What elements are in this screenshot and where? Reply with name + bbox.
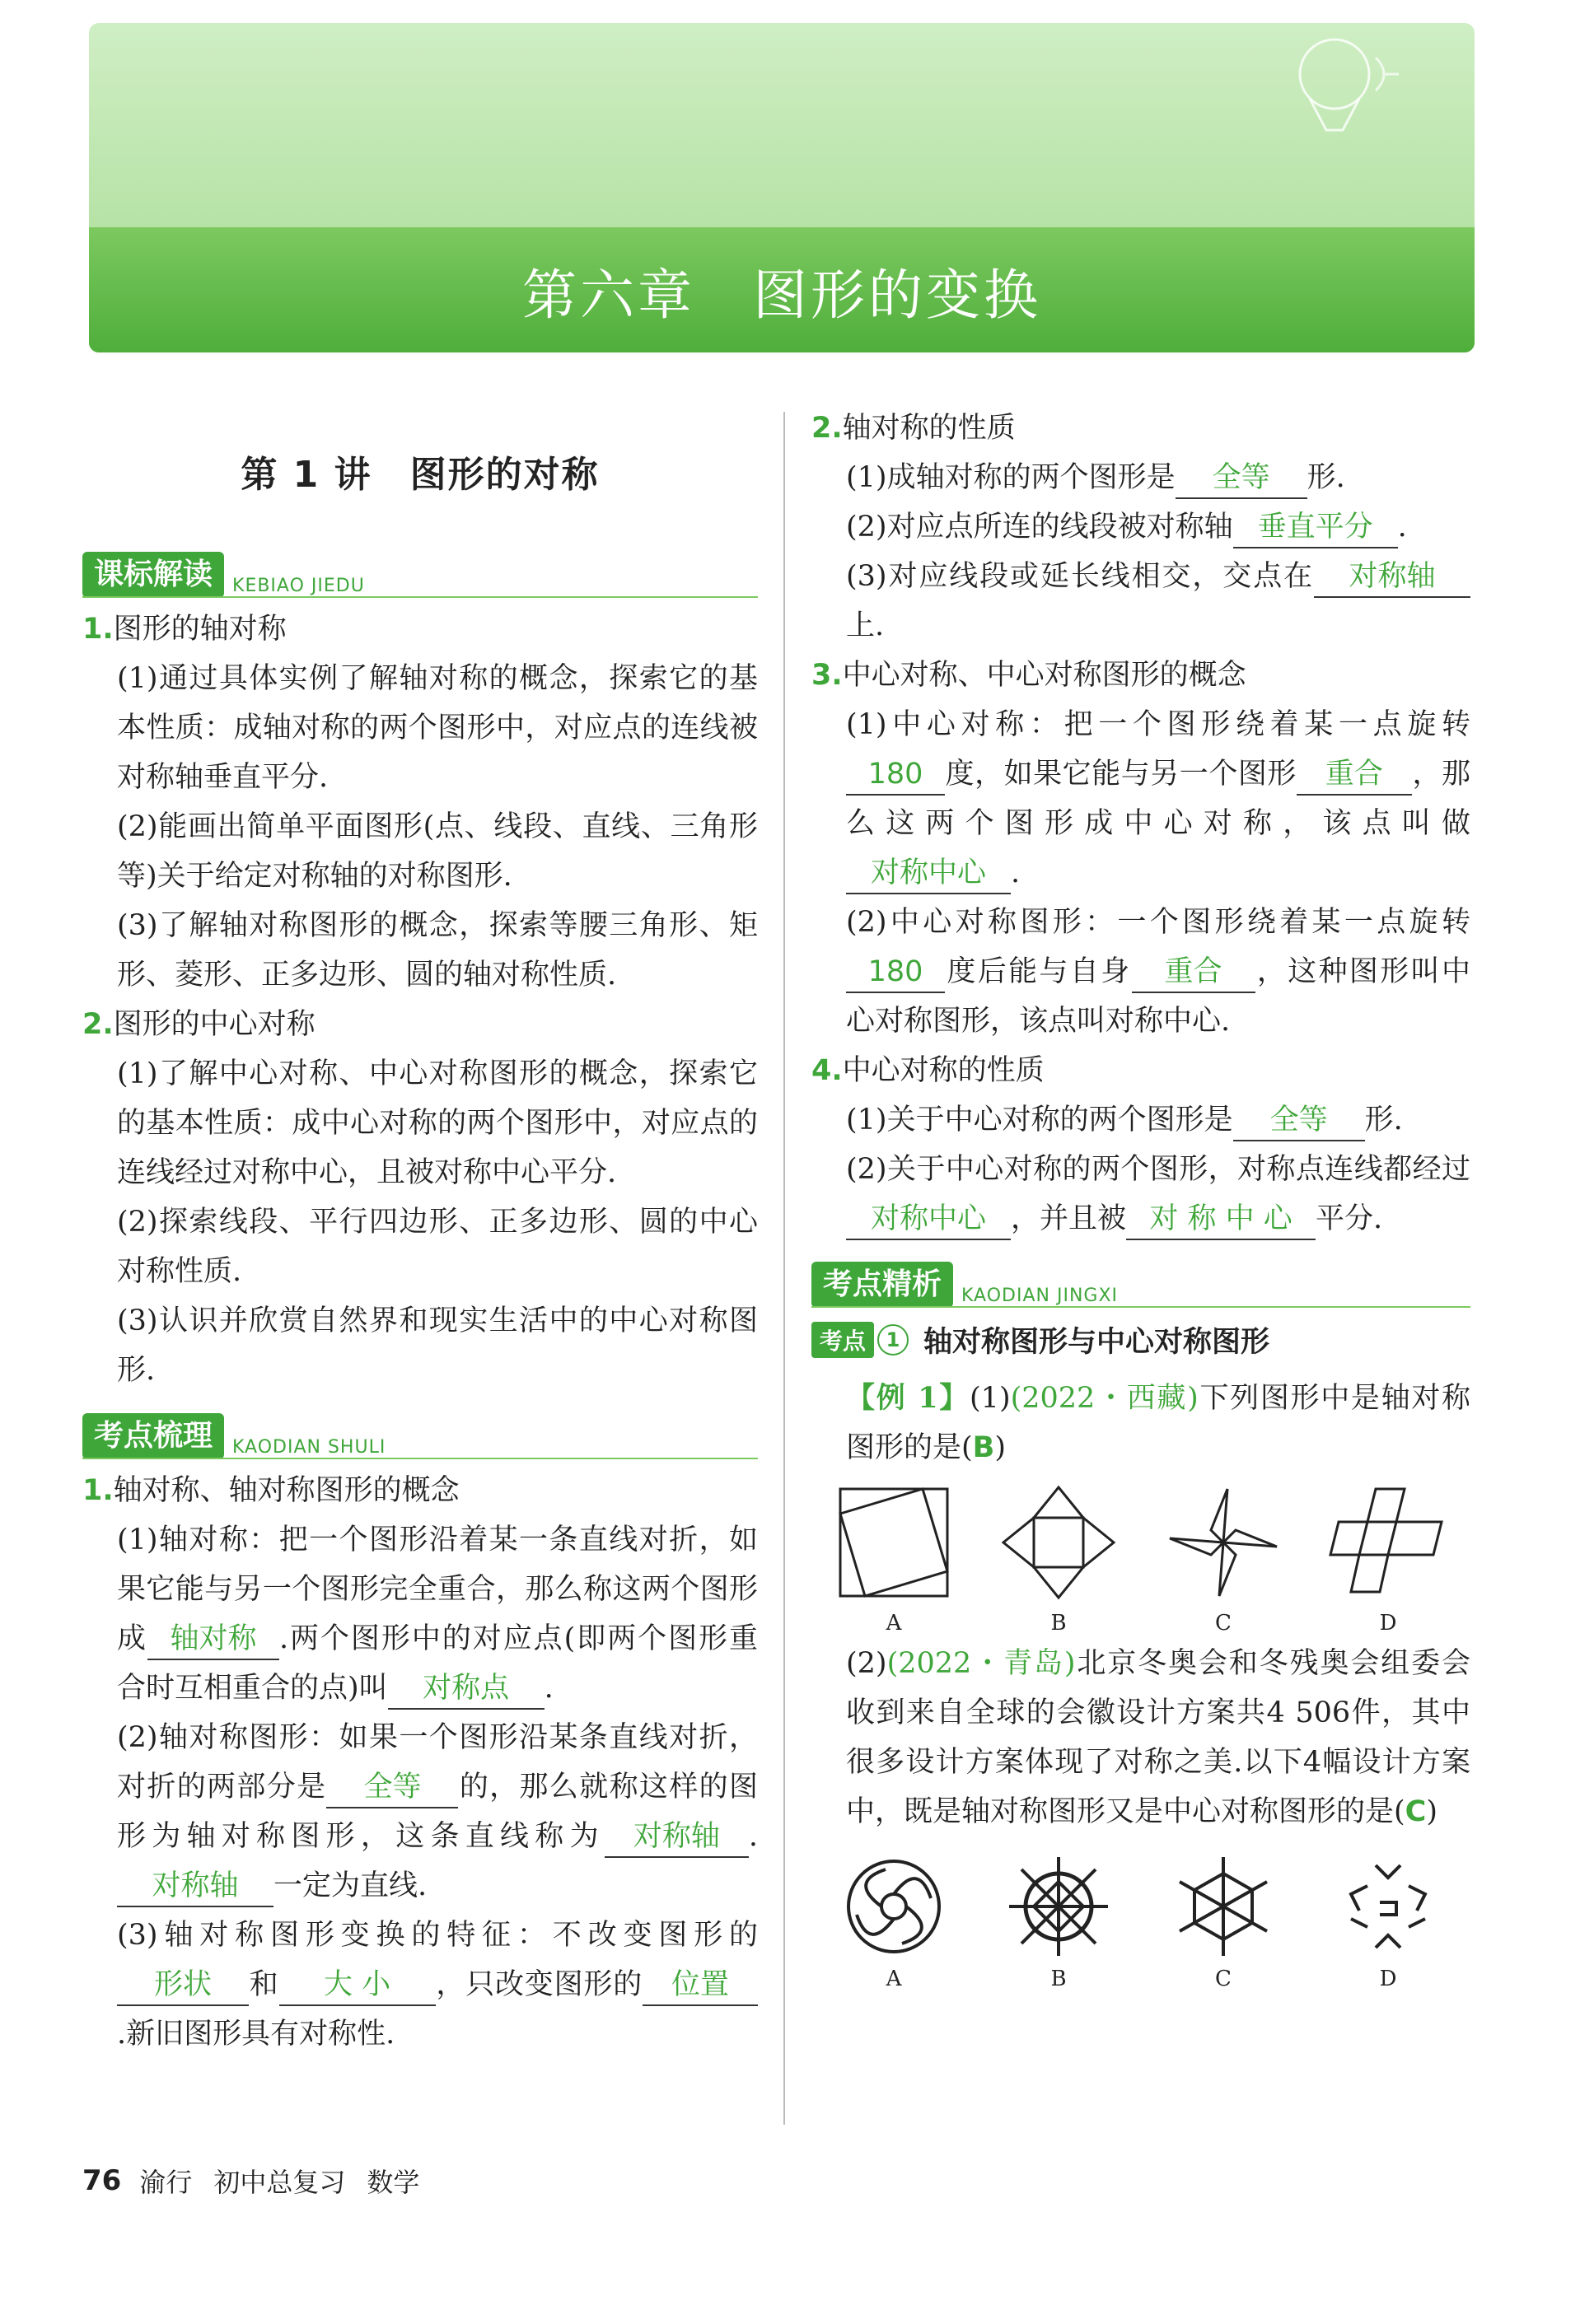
scattered-strokes-emblem-figure <box>1335 1853 1442 1960</box>
answer-choice: C <box>1405 1795 1427 1828</box>
section-pinyin: KEBIAO JIEDU <box>232 576 365 596</box>
footer-subject: 数学 <box>367 2167 420 2198</box>
item-heading: 1.图形的轴对称 <box>82 613 287 646</box>
item-heading: 3.中心对称、中心对称图形的概念 <box>811 659 1246 692</box>
item-heading: 4.中心对称的性质 <box>811 1054 1045 1087</box>
section-tag: 考点精析 <box>811 1262 953 1308</box>
kaodian-heading <box>811 1319 1470 1360</box>
answer-blank: 垂直平分 <box>1233 507 1398 548</box>
section-tag: 课标解读 <box>82 552 224 598</box>
cube-net-figure <box>1326 1481 1450 1604</box>
hexagon-flake-emblem-figure <box>1170 1853 1277 1960</box>
emblem-option: B <box>1005 1853 1112 1991</box>
paragraph: (2)能画出简单平面图形(点、线段、直线、三角形等)关于给定对称轴的对称图形. <box>117 810 758 893</box>
left-column <box>82 404 758 2059</box>
paragraph: (3)轴对称图形变换的特征：不改变图形的形状 和 大 小 ，只改变图形的 位置.新旧图形具有对称性. <box>117 1919 758 2051</box>
answer-blank: 对称轴 <box>1314 557 1470 598</box>
star-net-figure <box>997 1481 1120 1604</box>
kaodian-tag: 考点 <box>811 1322 874 1358</box>
square-in-square-figure <box>832 1481 956 1604</box>
page-number: 76 <box>82 2164 122 2197</box>
paragraph: (2)中心对称图形：一个图形绕着某一点旋转180 度后能与自身 重合 ，这种图形叫中心对称图形，该点叫对称中心. <box>846 906 1470 1038</box>
paragraph: (1)轴对称：把一个图形沿着某一条直线对折，如果它能与另一个图形完全重合，那么称这两个图形成 轴对称 .两个图形中的对应点(即两个图形重合时互相重合的点)叫 对称点 . <box>82 1515 758 1713</box>
pinwheel-figure <box>1162 1481 1285 1604</box>
paragraph: (1)成轴对称的两个图形是 全等 形. <box>811 453 1470 502</box>
paragraph: (3)了解轴对称图形的概念，探索等腰三角形、矩形、菱形、正多边形、圆的轴对称性质. <box>117 909 758 992</box>
emblem-option: A <box>840 1853 947 1991</box>
answer-blank: 全等 <box>326 1767 458 1808</box>
figure-row-2 <box>811 1853 1470 1991</box>
paragraph: (2)关于中心对称的两个图形，对称点连线都经过对称中心 ，并且被 对 称 中 心 平分. <box>811 1145 1470 1244</box>
paragraph: (3)认识并欣赏自然界和现实生活中的中心对称图形. <box>117 1304 758 1387</box>
answer-blank: 重合 <box>1297 754 1412 796</box>
section-tag: 考点梳理 <box>82 1413 224 1459</box>
dream-balloon-icon <box>1285 33 1409 140</box>
paragraph: (2)探索线段、平行四边形、正多边形、圆的中心对称性质. <box>117 1206 758 1288</box>
figure-option: A <box>832 1481 956 1636</box>
figure-row-1 <box>811 1481 1470 1636</box>
paragraph: (1)通过具体实例了解轴对称的概念，探索它的基本性质：成轴对称的两个图形中，对应点的连线被对称轴垂直平分. <box>117 662 758 794</box>
answer-blank: 对称中心 <box>846 1199 1011 1240</box>
footer-book: 初中总复习 <box>213 2167 346 2198</box>
figure-option: C <box>1162 1481 1285 1636</box>
item-heading: 2.轴对称的性质 <box>811 412 1016 445</box>
answer-blank: 对称轴 <box>605 1817 749 1858</box>
chapter-banner <box>89 23 1475 352</box>
example-question-2: (2)(2022・青岛)北京冬奥会和冬残奥会组委会收到来自全球的会徽设计方案共4 506件，其中很多设计方案体现了对称之美.以下4幅设计方案中，既是轴对称图形又是中心对称图形的是(C) <box>846 1647 1470 1828</box>
answer-blank: 形状 <box>117 1965 249 2006</box>
answer-blank: 大 小 <box>279 1965 436 2006</box>
paragraph: (1)关于中心对称的两个图形是 全等 形. <box>811 1095 1470 1145</box>
answer-blank: 位置 <box>643 1965 758 2006</box>
column-divider <box>783 412 785 2125</box>
answer-blank: 180 <box>846 952 945 993</box>
section-pinyin: KAODIAN SHULI <box>232 1437 386 1458</box>
example-question-1: 【例 1】(1)(2022・西藏)下列图形中是轴对称图形的是(B) <box>846 1381 1470 1464</box>
answer-blank: 对称点 <box>388 1668 545 1710</box>
section-rule <box>82 596 758 598</box>
answer-blank: 轴对称 <box>147 1619 279 1660</box>
footer-brand: 渝行 <box>139 2167 193 2198</box>
paragraph: (2)轴对称图形：如果一个图形沿某条直线对折，对折的两部分是 全等 的，那么就称这样的图形为轴对称图形，这条直线称为 对称轴 .对称轴 一定为直线. <box>82 1713 758 1911</box>
paragraph: (1)了解中心对称、中心对称图形的概念，探索它的基本性质：成中心对称的两个图形中，对应点的连线经过对称中心，且被对称中心平分. <box>117 1057 758 1189</box>
emblem-option: C <box>1170 1853 1277 1991</box>
paragraph: (1)中心对称：把一个图形绕着某一点旋转180 度，如果它能与另一个图形 重合 ，那么这两个图形成中心对称，该点叫做对称中心 . <box>811 700 1470 898</box>
section-header-kaodian-shuli <box>82 1405 758 1459</box>
chapter-title: 第六章 图形的变换 <box>522 263 1041 327</box>
swirl-emblem-figure <box>840 1853 947 1960</box>
emblem-option: D <box>1335 1853 1442 1991</box>
kaodian-number: 1 <box>877 1324 909 1356</box>
section-rule <box>811 1306 1470 1308</box>
paragraph: (3)对应线段或延长线相交，交点在 对称轴上. <box>811 552 1470 651</box>
answer-blank: 全等 <box>1233 1100 1365 1141</box>
section-pinyin: KAODIAN JINGXI <box>961 1286 1119 1306</box>
answer-choice: B <box>972 1431 995 1464</box>
item-heading: 1.轴对称、轴对称图形的概念 <box>82 1474 460 1507</box>
answer-blank: 对称轴 <box>117 1866 273 1907</box>
lecture-title: 第 1 讲 图形的对称 <box>241 454 600 496</box>
right-column <box>811 404 1470 1995</box>
answer-blank: 180 <box>846 754 945 796</box>
section-rule <box>82 1458 758 1459</box>
kaodian-title: 轴对称图形与中心对称图形 <box>923 1326 1270 1359</box>
section-header-kebiao <box>82 544 758 598</box>
snowflake-emblem-figure <box>1005 1853 1112 1960</box>
answer-blank: 对称中心 <box>846 853 1011 894</box>
figure-option: D <box>1326 1481 1450 1636</box>
paragraph: (2)对应点所连的线段被对称轴 垂直平分 . <box>811 502 1470 552</box>
answer-blank: 重合 <box>1132 952 1255 993</box>
item-heading: 2.图形的中心对称 <box>82 1008 316 1041</box>
page-footer <box>82 2162 441 2200</box>
answer-blank: 全等 <box>1176 458 1307 499</box>
section-header-kaodian-jingxi <box>811 1253 1470 1308</box>
figure-option: B <box>997 1481 1120 1636</box>
answer-blank: 对 称 中 心 <box>1126 1199 1316 1240</box>
